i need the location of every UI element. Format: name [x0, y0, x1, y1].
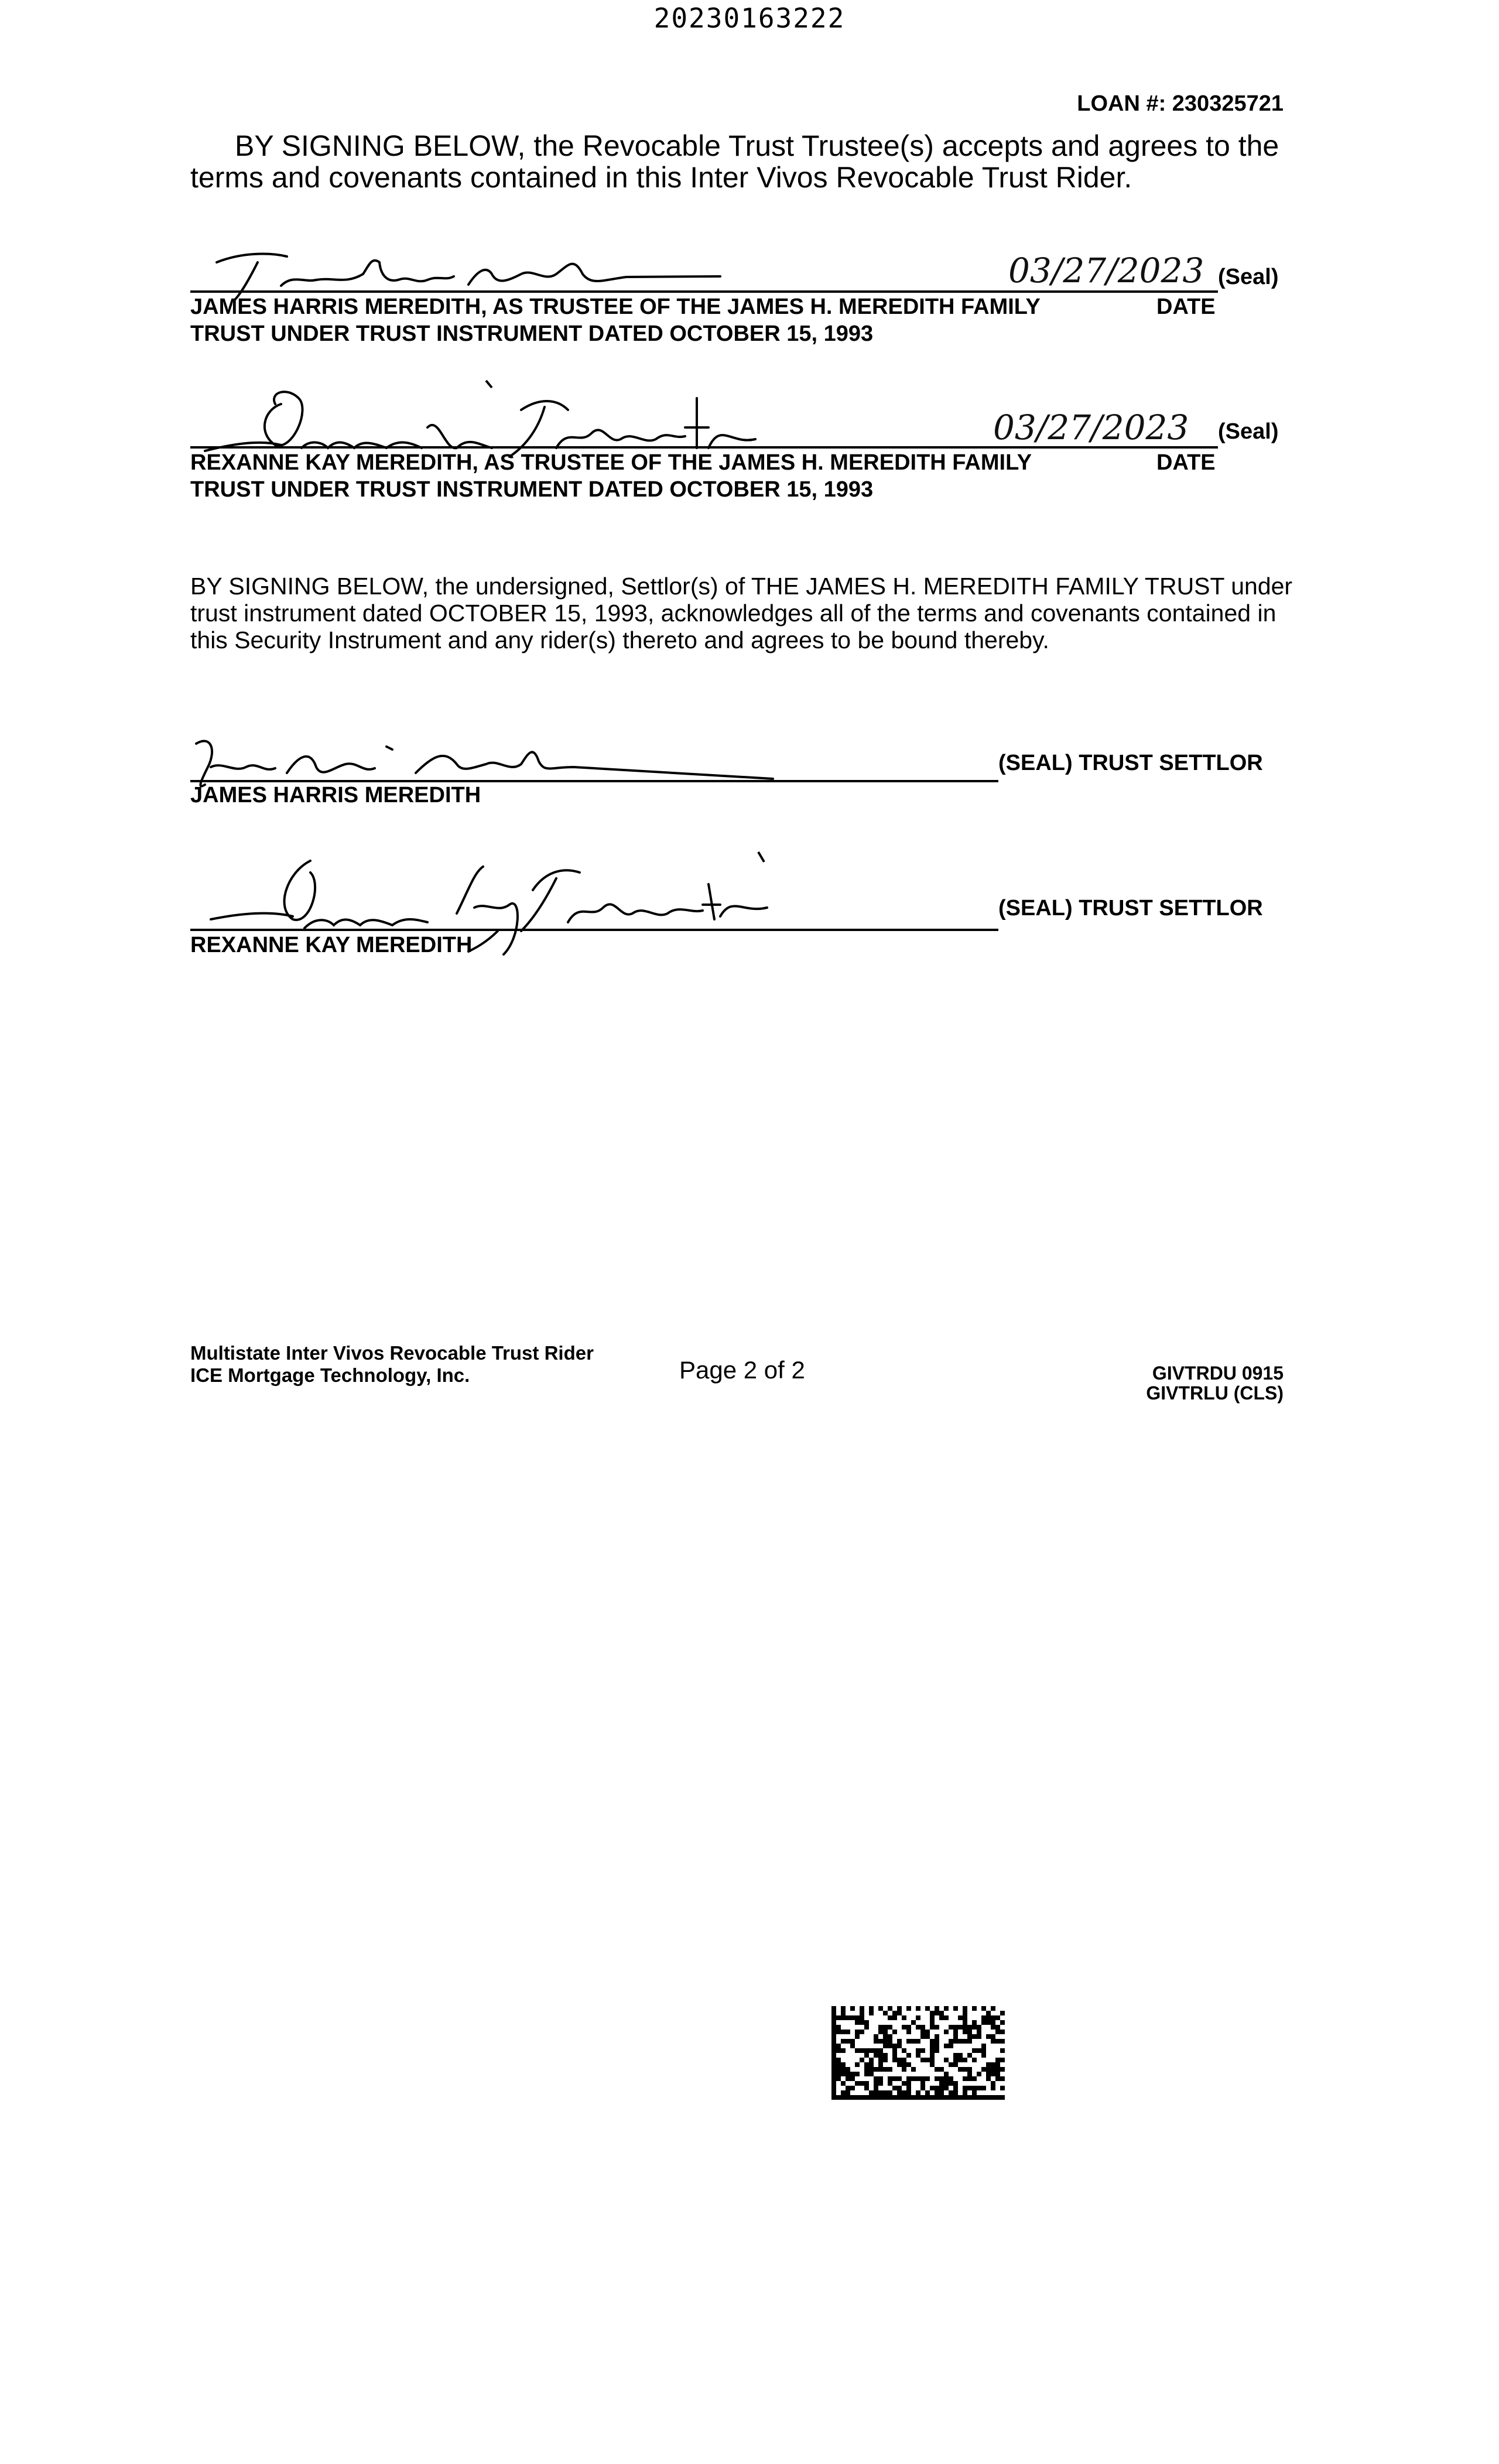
- footer-code-1: GIVTRDU 0915: [1152, 1363, 1284, 1384]
- trustee-2-label-line1: REXANNE KAY MEREDITH, AS TRUSTEE OF THE JAMES H. MEREDITH FAMILY: [190, 450, 1032, 475]
- footer-form-info: [190, 1342, 594, 1387]
- trustee-2-signature-line: [190, 446, 1218, 449]
- datamatrix-barcode-icon: [831, 2006, 1005, 2100]
- settlor-2-role: (SEAL) TRUST SETTLOR: [998, 896, 1263, 920]
- footer-form-title: Multistate Inter Vivos Revocable Trust Rider: [190, 1342, 594, 1364]
- trustee-1-signature-line: [190, 290, 1218, 293]
- footer-form-codes: [1146, 1363, 1284, 1403]
- document-number: 20230163222: [653, 2, 846, 34]
- loan-number: LOAN #: 230325721: [1077, 91, 1284, 116]
- trustee-2-label-line2: TRUST UNDER TRUST INSTRUMENT DATED OCTOBER 15, 1993: [190, 477, 874, 502]
- trustee-1-date-written: 03/27/2023: [1008, 251, 1204, 290]
- settlor-2-name: REXANNE KAY MEREDITH: [190, 933, 473, 957]
- settlor-2-signature-line: [190, 929, 998, 931]
- settlor-1-role: (SEAL) TRUST SETTLOR: [998, 751, 1263, 775]
- trustee-2-seal: (Seal): [1218, 419, 1279, 444]
- trustee-1-label-line1: JAMES HARRIS MEREDITH, AS TRUSTEE OF THE JAMES H. MEREDITH FAMILY: [190, 295, 1041, 319]
- trustee-1-seal: (Seal): [1218, 265, 1279, 289]
- trustee-intro-paragraph: BY SIGNING BELOW, the Revocable Trust Trustee(s) accepts and agrees to the terms and covenants contained in this Inter Vivos Revocable Trust Rider.: [190, 129, 1279, 194]
- footer-company: ICE Mortgage Technology, Inc.: [190, 1364, 470, 1386]
- trustee-2-date-written: 03/27/2023: [993, 408, 1189, 447]
- footer-code-2: GIVTRLU (CLS): [1146, 1382, 1284, 1404]
- settlor-1-name: JAMES HARRIS MEREDITH: [190, 783, 481, 807]
- trustee-1-date-label: DATE: [1156, 295, 1216, 319]
- page-number: Page 2 of 2: [679, 1356, 805, 1384]
- trustee-2-date-label: DATE: [1156, 450, 1216, 475]
- trustee-1-label-line2: TRUST UNDER TRUST INSTRUMENT DATED OCTOBER 15, 1993: [190, 321, 874, 346]
- settlor-paragraph: BY SIGNING BELOW, the undersigned, Settlor(s) of THE JAMES H. MEREDITH FAMILY TRUST under trust instrument dated OCTOBER 15, 1993, acknowledges all of the terms and covenants contained in this Security Instrument and any rider(s) thereto and agrees to be bound thereby.: [190, 573, 1293, 653]
